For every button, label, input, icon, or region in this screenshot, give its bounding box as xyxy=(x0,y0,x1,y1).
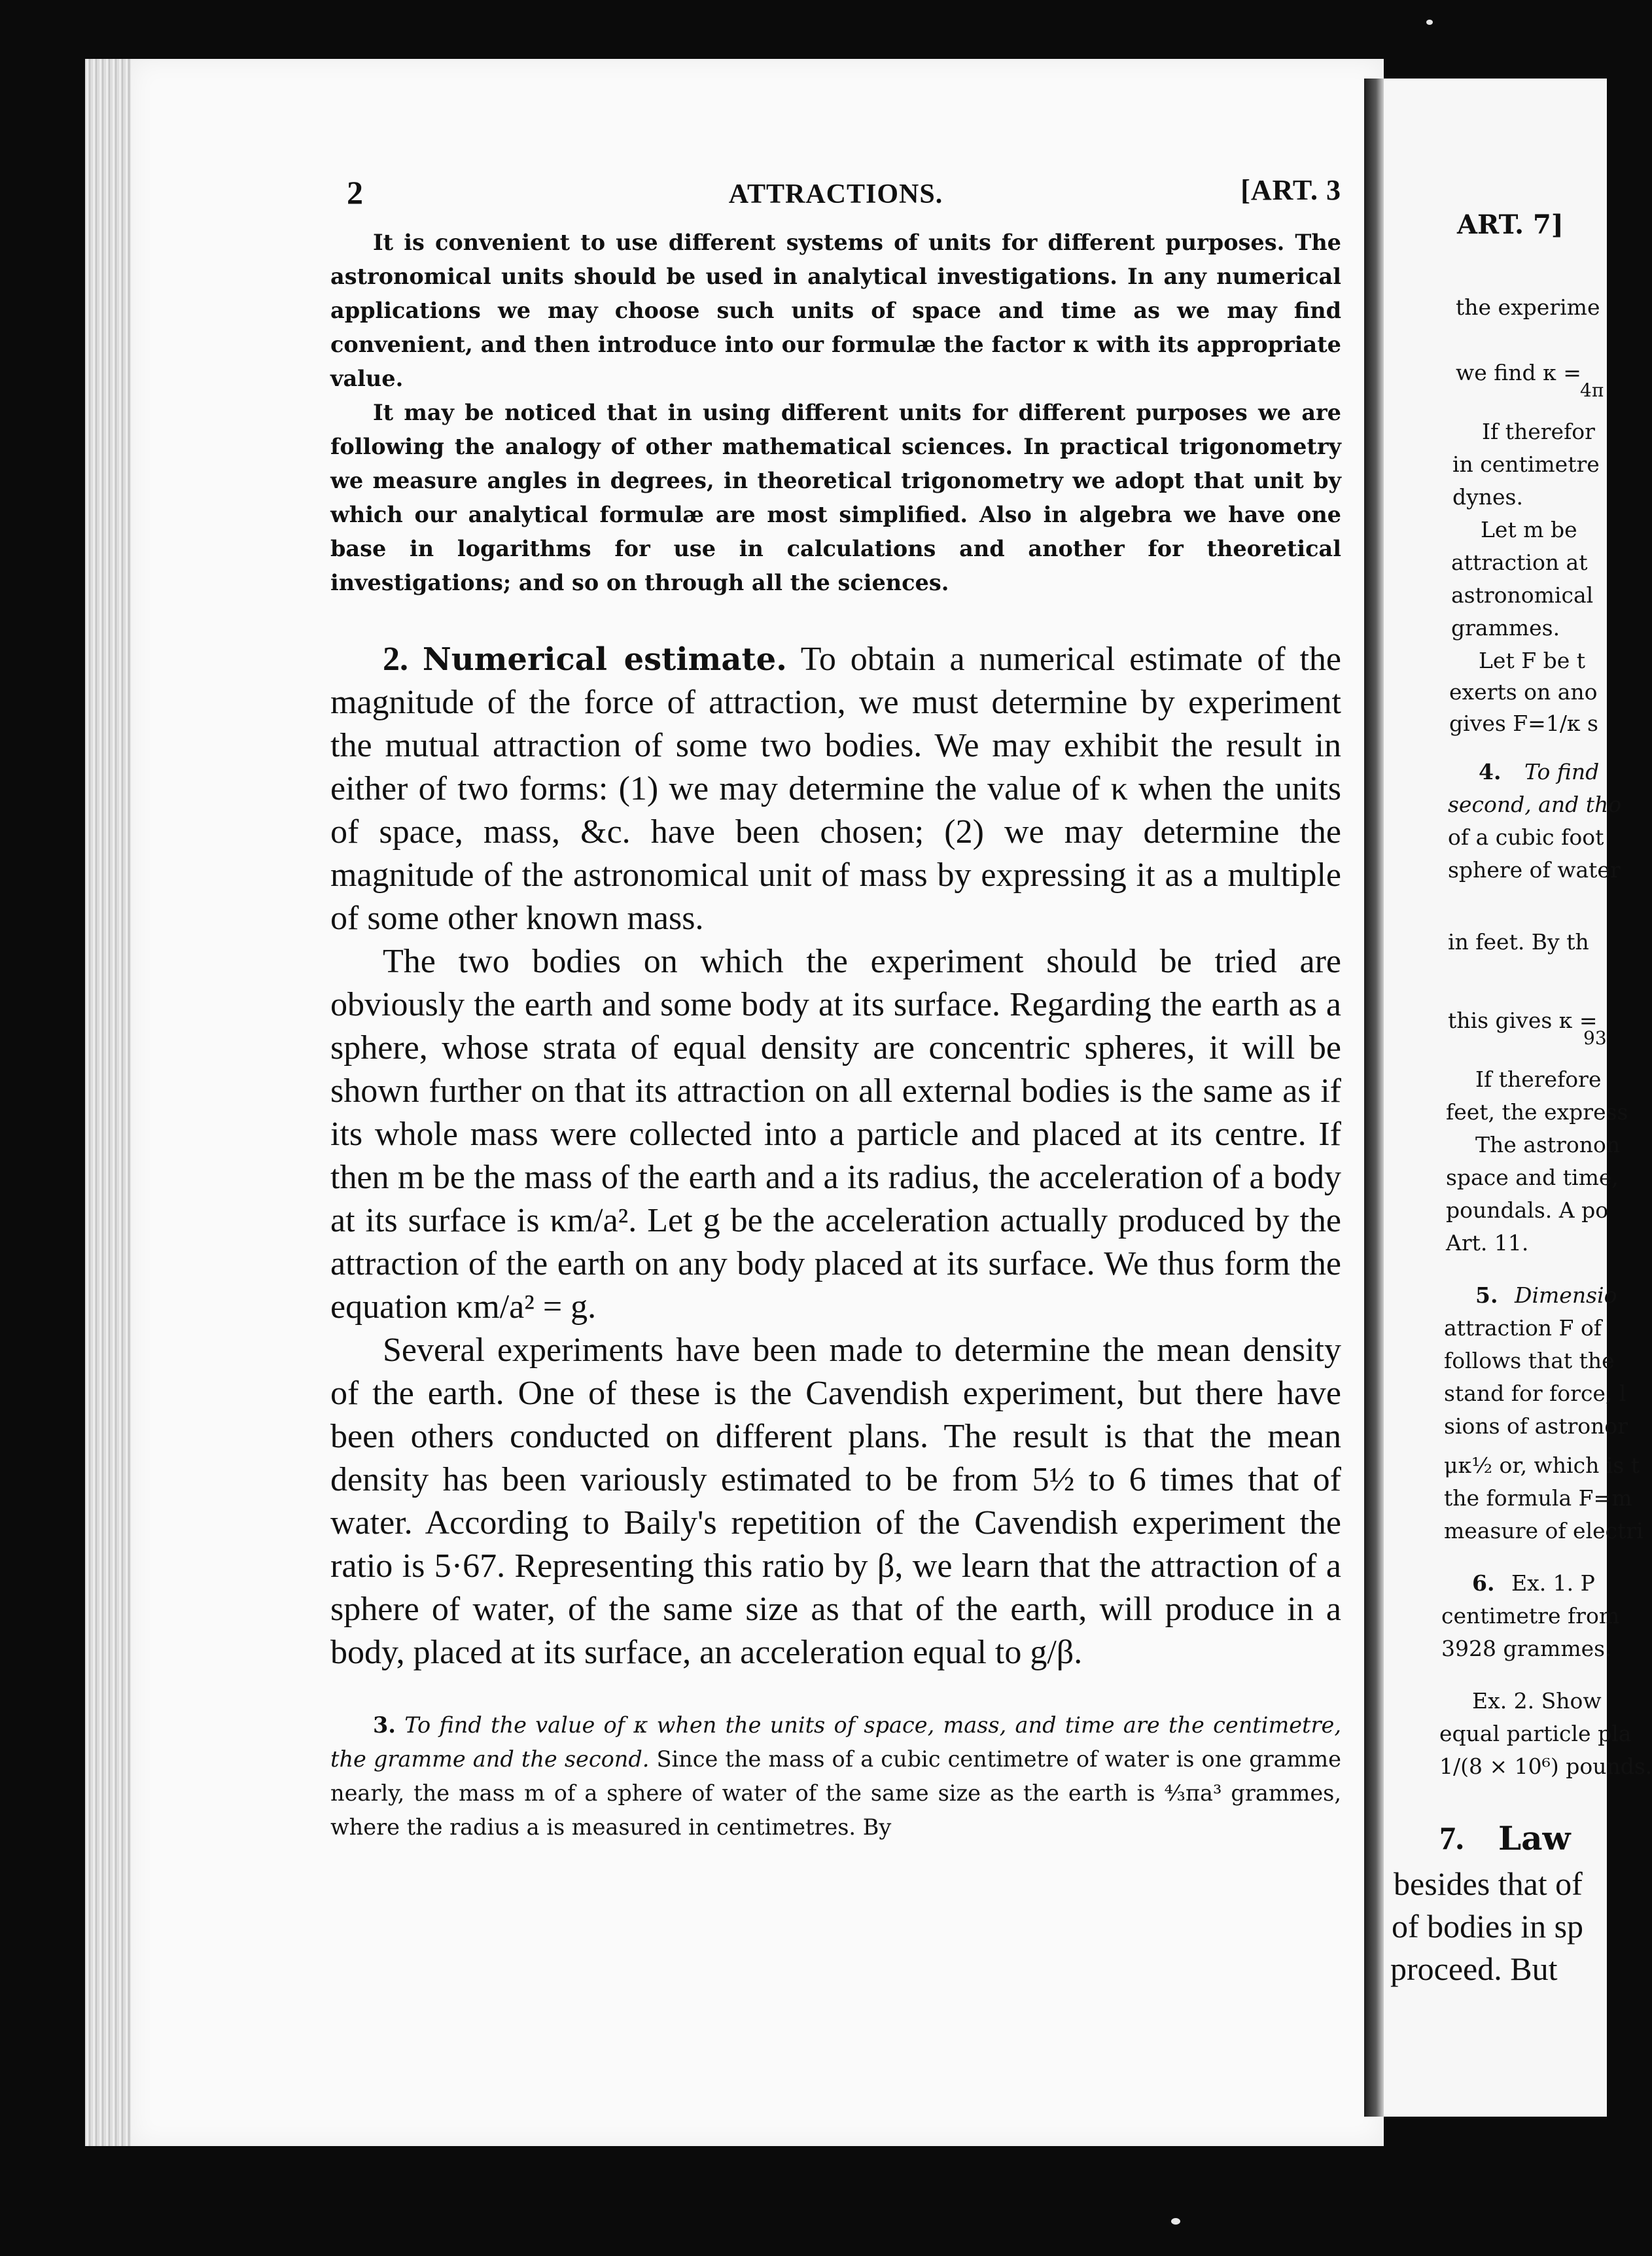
right-line: grammes. xyxy=(1451,615,1560,641)
right-line: If therefor xyxy=(1482,419,1595,444)
right-line: the experime xyxy=(1456,294,1600,320)
left-page-content xyxy=(330,173,1341,1867)
right-line: centimetre from xyxy=(1441,1603,1620,1629)
right-line: 3928 grammes. xyxy=(1441,1636,1612,1661)
right-line: μκ½ or, which is t xyxy=(1444,1453,1640,1478)
section-2-text: To obtain a numerical estimate of the magnitude of the force of attraction, we must determine by experiment the mutual attraction of some two bodies. We may exhibit the result in either of two forms: (1) we may determine the value of κ when the units of space, mass, &c. have been chosen; (2) we may determine the magnitude of the astronomical unit of mass by expressing it as a multiple of some other known mass. xyxy=(330,641,1342,937)
right-line: follows that the xyxy=(1444,1348,1615,1373)
right-line: Art. 11. xyxy=(1446,1230,1529,1256)
right-page-header: ART. 7] xyxy=(1457,209,1564,240)
right-page xyxy=(1384,79,1652,2117)
scan-speck xyxy=(1171,2218,1180,2225)
right-line: in centimetre xyxy=(1452,451,1600,477)
paragraph-analogy: It may be noticed that in using different units for different purposes we are following the analogy of other mathematical sciences. In practical trigonometry we measure angles in degrees, in theoretical trigonometry we adopt that unit by which our analytical formulæ are most simplified. Also in algebra we have one base in logarithms for use in calculations and another for theoretical investigations; and so on through all the sciences. xyxy=(330,400,1341,595)
paragraph-units: It is convenient to use different systems of units for different purposes. The astronomical units should be used in analytical investigations. In any numerical applications we may choose such units of space and time as we may find convenient, and then introduce into our formulæ the factor κ with its appropriate value. xyxy=(330,230,1341,391)
right-line: To find xyxy=(1524,759,1600,784)
right-line: equal particle pla xyxy=(1439,1721,1632,1746)
right-line: the formula F=m xyxy=(1444,1485,1632,1511)
right-line: gives F=1/κ s xyxy=(1449,711,1598,736)
page-stack-edge xyxy=(85,59,134,2146)
right-line: Ex. 2. Show xyxy=(1472,1688,1602,1714)
right-line: The astronon xyxy=(1475,1132,1621,1157)
right-line: proceed. But xyxy=(1390,1950,1558,1987)
right-line: dynes. xyxy=(1452,484,1523,510)
section-3-lead: To find the value of κ when the units of space, mass, and time are the centimetre, the gramme and the second. xyxy=(330,1712,1341,1772)
right-line: attraction F of xyxy=(1444,1315,1602,1341)
paragraph-experiments: Several experiments have been made to determine the mean density of the earth. One of these is the Cavendish experiment, but there have been others conducted on different plans. The result is that the mean density has been variously estimated to be from 5½ to 6 times that of water. According to Baily's repetition of the Cavendish experiment the ratio is 5·67. Representing this ratio by β, we learn that the attraction of a sphere of water, of the same size as that of the earth, will produce in a body, placed at its surface, an acceleration equal to g/β. xyxy=(330,1331,1341,1671)
right-line: Ex. 1. P xyxy=(1511,1570,1595,1596)
section-3 xyxy=(330,1708,1341,1844)
right-line: Let F be t xyxy=(1479,648,1585,673)
section-2-heading: Numerical estimate. xyxy=(422,641,787,678)
section-2-number: 2. xyxy=(383,641,408,678)
running-title: ATTRACTIONS. xyxy=(728,179,943,209)
page-number: 2 xyxy=(347,174,363,211)
right-line: 1/(8 × 10⁶) pounds. xyxy=(1439,1754,1652,1779)
right-line: Law xyxy=(1498,1819,1571,1858)
section-3-text: Since the mass of a cubic centimetre of water is one gramme nearly, the mass m of a sphere of water of the same size as the earth is ⁴⁄₃πa³ grammes, where the radius a is measured in centimetres. By xyxy=(330,1746,1341,1840)
right-line: second, and tho xyxy=(1448,792,1622,817)
article-reference: [ART. 3 xyxy=(1240,174,1341,206)
right-line: Dimensio xyxy=(1515,1282,1617,1308)
right-line: 6. xyxy=(1472,1570,1495,1596)
right-line: of bodies in sp xyxy=(1392,1908,1584,1945)
right-line: this gives κ = xyxy=(1448,1008,1598,1033)
right-line: space and time, xyxy=(1446,1165,1619,1190)
right-line: measure of electri xyxy=(1444,1518,1643,1543)
right-line: stand for force, l xyxy=(1444,1381,1626,1406)
right-line: astronomical xyxy=(1451,582,1594,608)
right-line: besides that of xyxy=(1394,1865,1583,1902)
book-gutter xyxy=(1364,79,1384,2117)
right-line: attraction at xyxy=(1451,550,1588,575)
right-line: 4. xyxy=(1479,759,1502,784)
right-line: we find κ = xyxy=(1456,360,1581,385)
right-line: If therefore xyxy=(1475,1066,1602,1092)
right-line: sphere of water xyxy=(1448,857,1621,883)
right-line: sions of astronor xyxy=(1444,1413,1628,1439)
right-line: Let m be xyxy=(1481,517,1577,542)
right-line: in feet. By th xyxy=(1448,929,1589,955)
right-line: 5. xyxy=(1475,1282,1498,1308)
right-line: exerts on ano xyxy=(1449,679,1598,705)
right-line: of a cubic foot xyxy=(1448,824,1604,850)
right-line: 4π xyxy=(1580,379,1604,401)
running-header xyxy=(330,173,1341,226)
section-3-number: 3. xyxy=(373,1712,396,1738)
right-line: feet, the express xyxy=(1446,1099,1628,1125)
right-line: 93 xyxy=(1583,1027,1607,1049)
section-2 xyxy=(330,638,1341,940)
right-line: poundals. A po xyxy=(1446,1197,1609,1223)
right-line: 7. xyxy=(1439,1820,1464,1856)
scan-speck xyxy=(1426,20,1433,25)
paragraph-two-bodies: The two bodies on which the experiment should be tried are obviously the earth and some body at its surface. Regarding the earth as a sphere, whose strata of equal density are concentric spheres, it will be shown further on that its attraction on all external bodies is the same as if its whole mass were collected into a particle and placed at its centre. If then m be the mass of the earth and a its radius, the acceleration of a body at its surface is κm/a². Let g be the acceleration actually produced by the attraction of the earth on any body placed at its surface. We thus form the equation κm/a² = g. xyxy=(330,943,1341,1326)
